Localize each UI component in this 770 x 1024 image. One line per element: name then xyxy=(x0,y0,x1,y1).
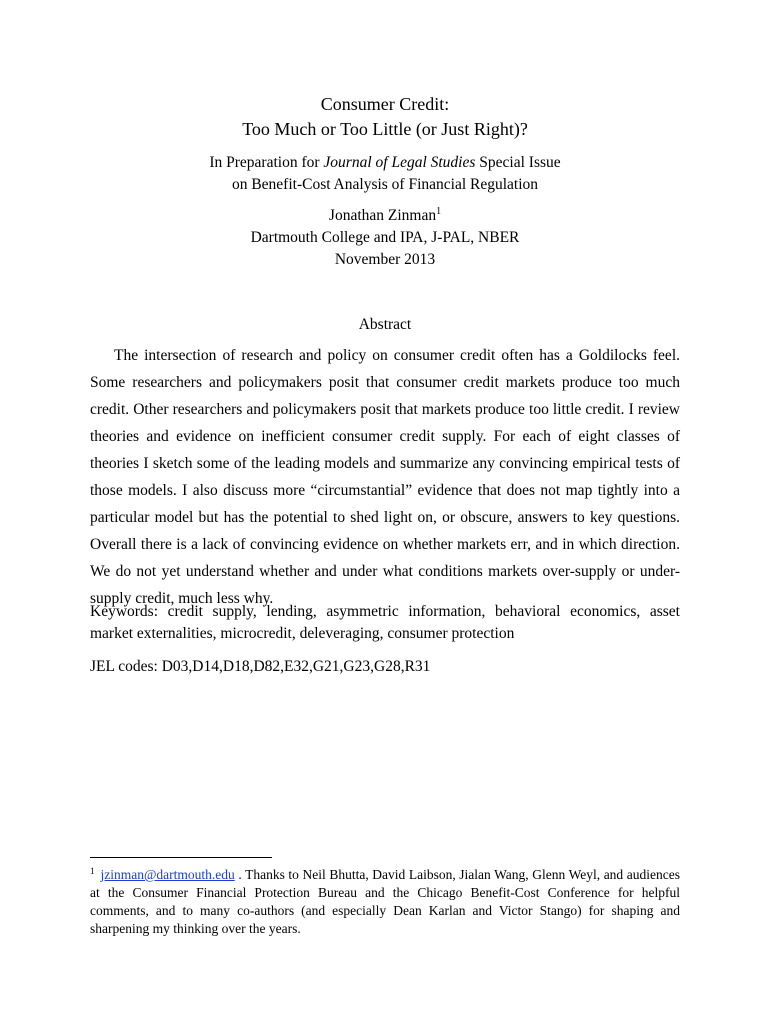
paper-title xyxy=(90,92,680,142)
preparation-prefix: In Preparation for xyxy=(209,154,324,171)
footnote-divider xyxy=(90,857,272,858)
journal-name: Journal of Legal Studies xyxy=(323,154,476,171)
jel-codes: JEL codes: D03,D14,D18,D82,E32,G21,G23,G28,R31 xyxy=(90,658,431,675)
abstract-body: The intersection of research and policy on consumer credit often has a Goldilocks feel. Some researchers and policymakers posit that consumer credit markets produce too much credit. Other researchers and policymakers posit that markets produce too little credit. I review theories and evidence on inefficient consumer credit supply. For each of eight classes of theories I sketch some of the leading models and summarize any convincing empirical tests of those models. I also discuss more “circumstantial” evidence that does not map tightly into a particular model but has the potential to shed light on, or obscure, answers to key questions. Overall there is a lack of convincing evidence on whether markets err, and in which direction. We do not yet understand whether and under what conditions markets over-supply or under-supply credit, much less why. xyxy=(90,347,680,607)
title-line-2: Too Much or Too Little (or Just Right)? xyxy=(242,119,528,139)
author-footnote-marker: 1 xyxy=(436,205,442,217)
footnote xyxy=(90,866,680,938)
paper-date: November 2013 xyxy=(334,251,436,268)
preparation-line-1 xyxy=(90,152,680,174)
preparation-note xyxy=(90,152,680,196)
keywords: Keywords: credit supply, lending, asymmetric information, behavioral economics, asset market externalities, microcredit, deleveraging, consumer protection xyxy=(90,603,680,642)
preparation-suffix: Special Issue xyxy=(475,154,561,171)
author-block xyxy=(90,205,680,271)
abstract-heading: Abstract xyxy=(358,316,412,333)
preparation-line-2: on Benefit-Cost Analysis of Financial Regulation xyxy=(231,176,539,193)
footnote-text: . Thanks to Neil Bhutta, David Laibson, Jialan Wang, Glenn Weyl, and audiences at the Consumer Financial Protection Bureau and the Chicago Benefit-Cost Conference for helpful comments, and to many co-authors (and especially Dean Karlan and Victor Stango) for shaping and sharpening my thinking over the years. xyxy=(90,867,680,936)
author-affiliation: Dartmouth College and IPA, J-PAL, NBER xyxy=(250,229,520,246)
footnote-marker: 1 xyxy=(90,865,95,876)
author-name-line xyxy=(90,205,680,227)
email-link[interactable]: jzinman@dartmouth.edu xyxy=(100,867,235,882)
title-line-1: Consumer Credit: xyxy=(320,94,450,114)
author-name: Jonathan Zinman xyxy=(328,207,437,224)
